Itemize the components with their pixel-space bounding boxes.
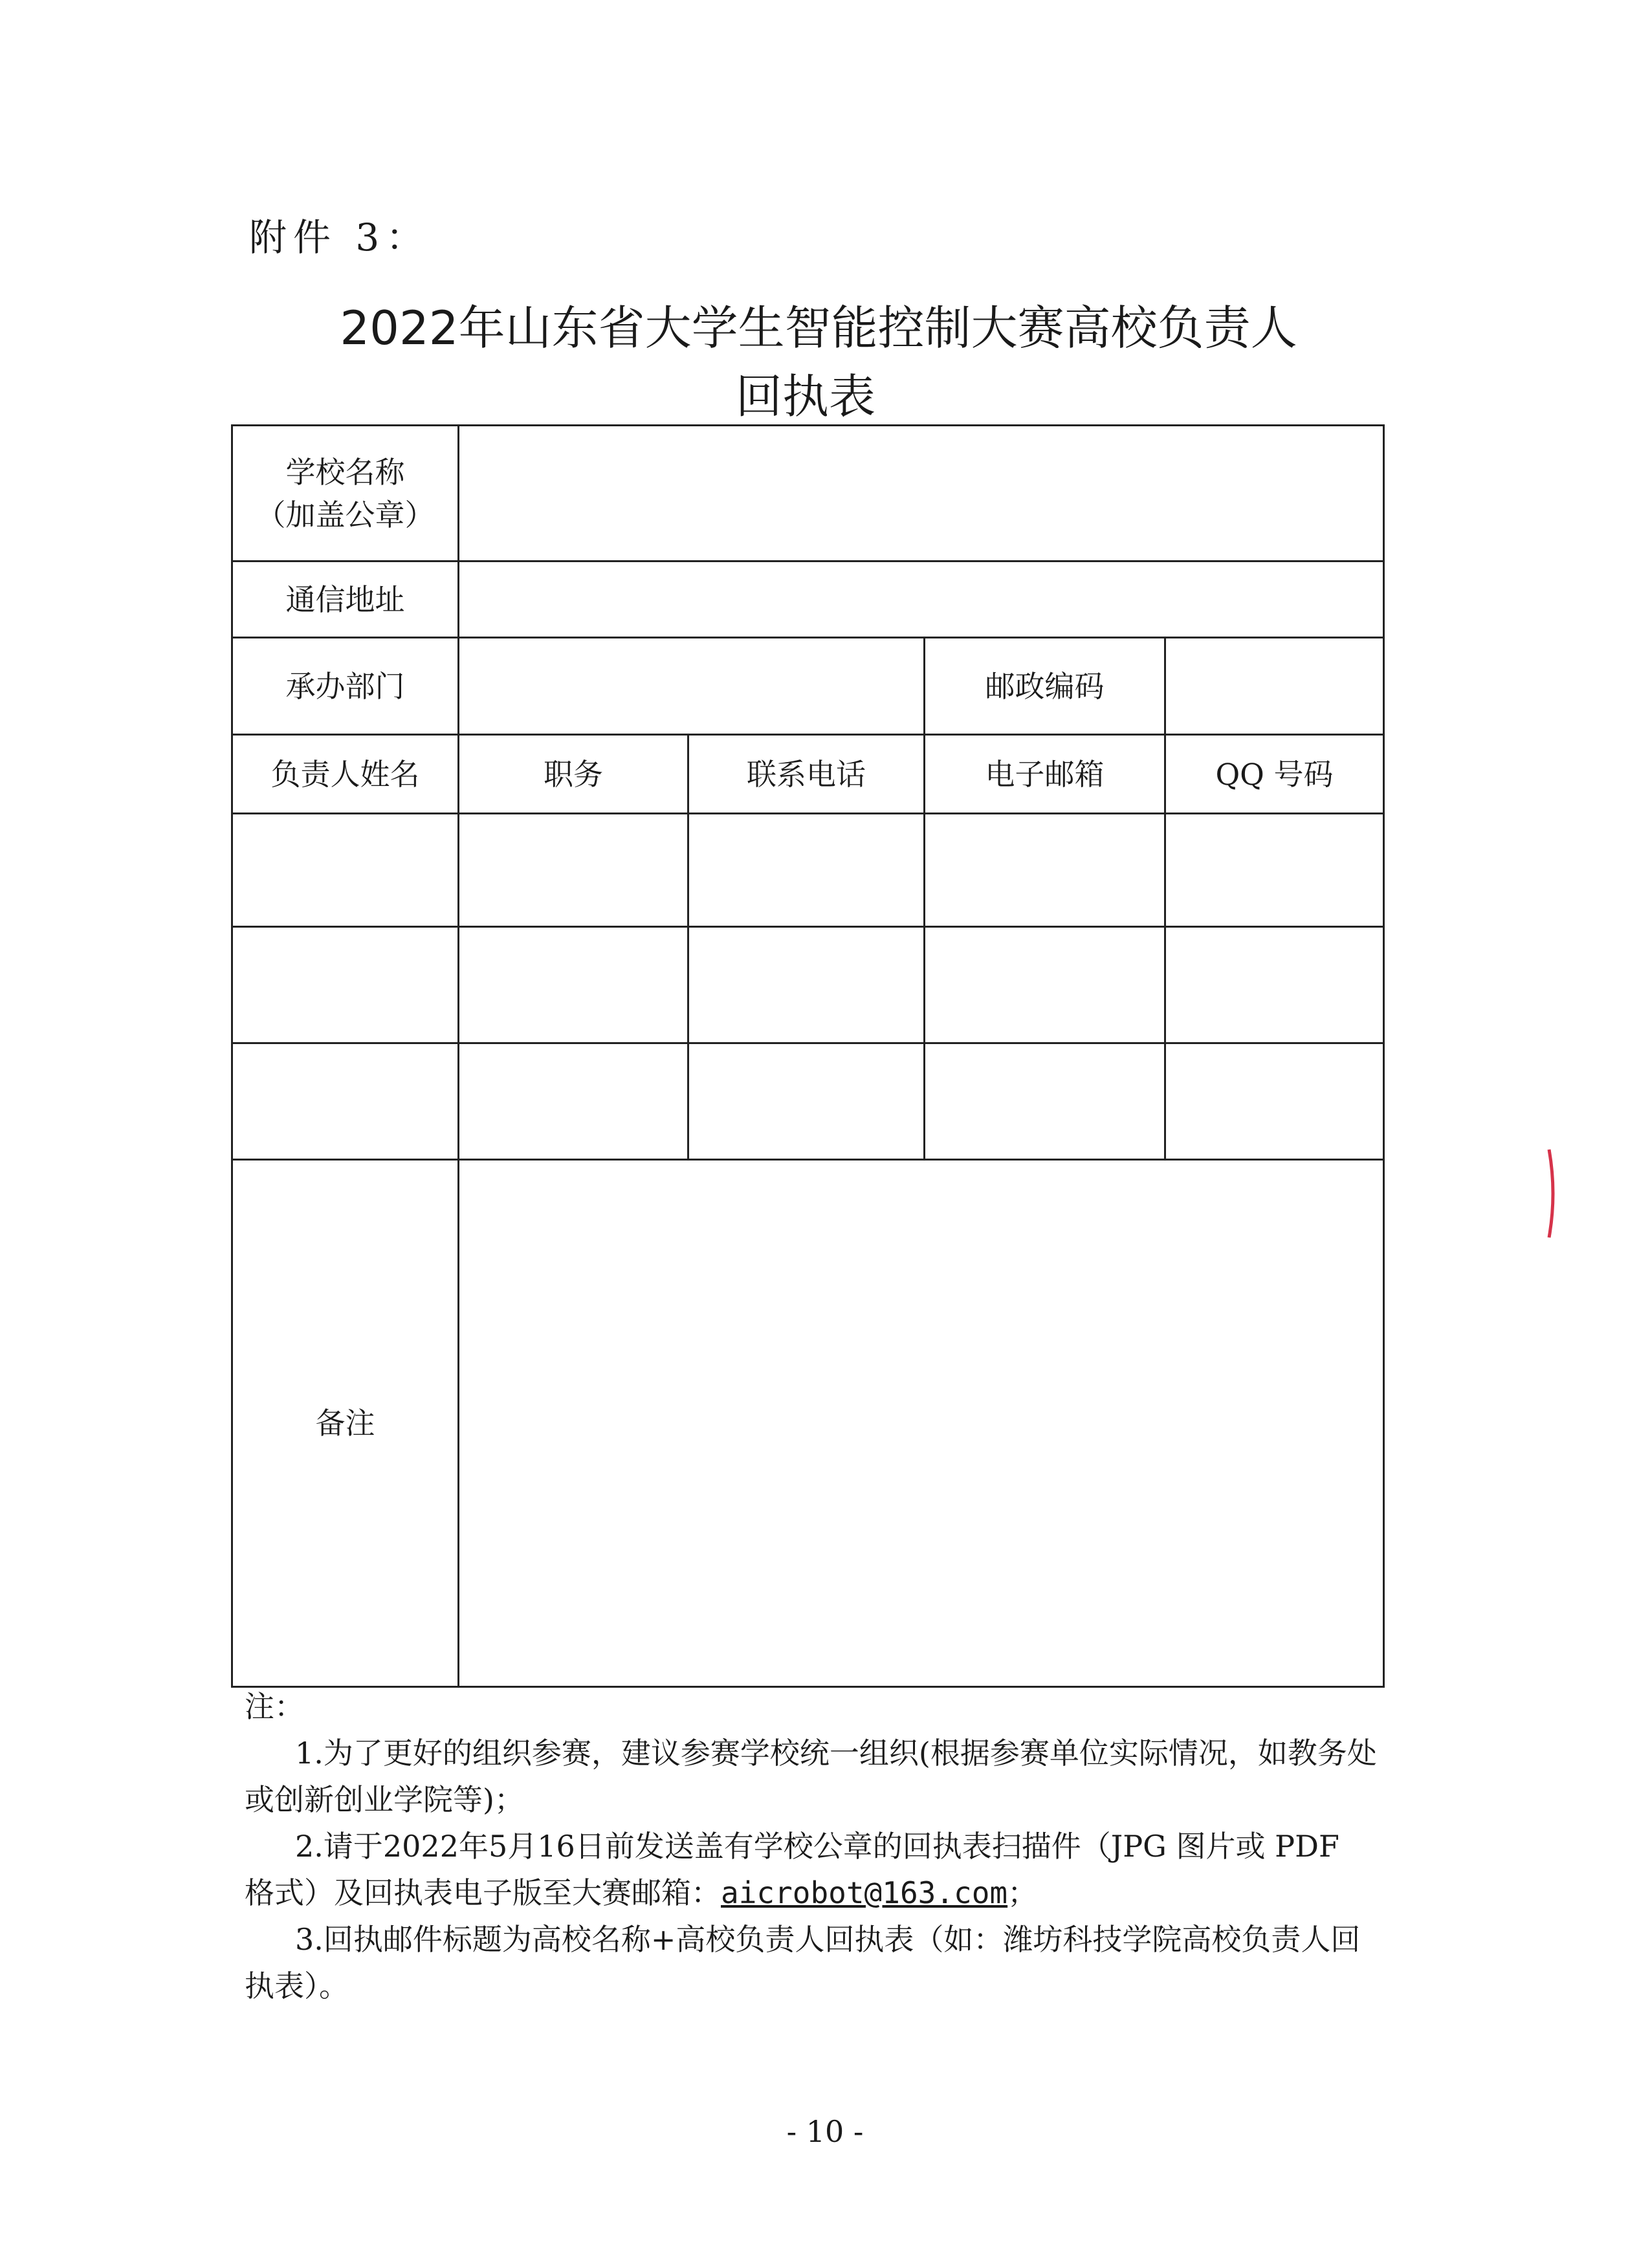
school-name-label: [232, 426, 459, 562]
qq-cell[interactable]: [1165, 1043, 1384, 1160]
seal-edge-stroke: [1549, 1150, 1553, 1238]
note-item-2-end: ；: [1007, 1875, 1038, 1910]
name-cell[interactable]: [232, 814, 459, 927]
document-subtitle: 回执表: [735, 369, 875, 424]
note-item-2-text: 2.请于2022年5月16日前发送盖有学校公章的回执表扫描件（JPG 图片或 PDF 格式）及回执表电子版至大赛邮箱：: [245, 1829, 1339, 1910]
notes-heading: 注：: [245, 1689, 304, 1724]
qq-cell[interactable]: [1165, 927, 1384, 1043]
table-row: [232, 927, 1384, 1043]
name-cell[interactable]: [232, 1043, 459, 1160]
email-cell[interactable]: [925, 814, 1165, 927]
note-item-2: [245, 1823, 1377, 1916]
school-name-field[interactable]: [459, 426, 1384, 562]
remarks-field[interactable]: [459, 1160, 1384, 1687]
email-cell[interactable]: [925, 927, 1165, 1043]
department-field[interactable]: [459, 638, 925, 735]
column-header-row: [232, 735, 1384, 814]
seal-edge-mark: [1546, 1148, 1558, 1239]
column-header-qq: QQ 号码: [1165, 735, 1384, 814]
qq-cell[interactable]: [1165, 814, 1384, 927]
department-row: [232, 638, 1384, 735]
contest-email-link[interactable]: aicrobot@163.com: [721, 1875, 1008, 1910]
note-item-1: 1.为了更好的组织参赛，建议参赛学校统一组织(根据参赛单位实际情况，如教务处或创新创业学院等)；: [245, 1736, 1377, 1817]
position-cell[interactable]: [459, 814, 688, 927]
attachment-label: 附件 3：: [249, 215, 430, 259]
name-cell[interactable]: [232, 927, 459, 1043]
email-cell[interactable]: [925, 1043, 1165, 1160]
address-label: 通信地址: [232, 562, 459, 638]
position-cell[interactable]: [459, 927, 688, 1043]
notes-section: [245, 1683, 1377, 2009]
school-seal-note: （加盖公章）: [256, 497, 435, 532]
postal-code-label: 邮政编码: [925, 638, 1165, 735]
table-row: [232, 1043, 1384, 1160]
column-header-phone: 联系电话: [688, 735, 925, 814]
phone-cell[interactable]: [688, 814, 925, 927]
column-header-name: 负责人姓名: [232, 735, 459, 814]
phone-cell[interactable]: [688, 1043, 925, 1160]
school-name-row: [232, 426, 1384, 562]
department-label: 承办部门: [232, 638, 459, 735]
receipt-form-table: [231, 424, 1385, 1688]
address-field[interactable]: [459, 562, 1384, 638]
postal-code-field[interactable]: [1165, 638, 1384, 735]
school-name-label-text: 学校名称: [285, 454, 405, 490]
remarks-label: 备注: [232, 1160, 459, 1687]
position-cell[interactable]: [459, 1043, 688, 1160]
page-number: - 10 -: [786, 2114, 864, 2149]
column-header-email: 电子邮箱: [925, 735, 1165, 814]
table-row: [232, 814, 1384, 927]
address-row: [232, 562, 1384, 638]
note-item-3: 3.回执邮件标题为高校名称+高校负责人回执表（如：潍坊科技学院高校负责人回执表）。: [245, 1922, 1361, 2003]
column-header-position: 职务: [459, 735, 688, 814]
phone-cell[interactable]: [688, 927, 925, 1043]
document-title: 2022年山东省大学生智能控制大赛高校负责人: [340, 301, 1297, 355]
remarks-row: [232, 1160, 1384, 1687]
